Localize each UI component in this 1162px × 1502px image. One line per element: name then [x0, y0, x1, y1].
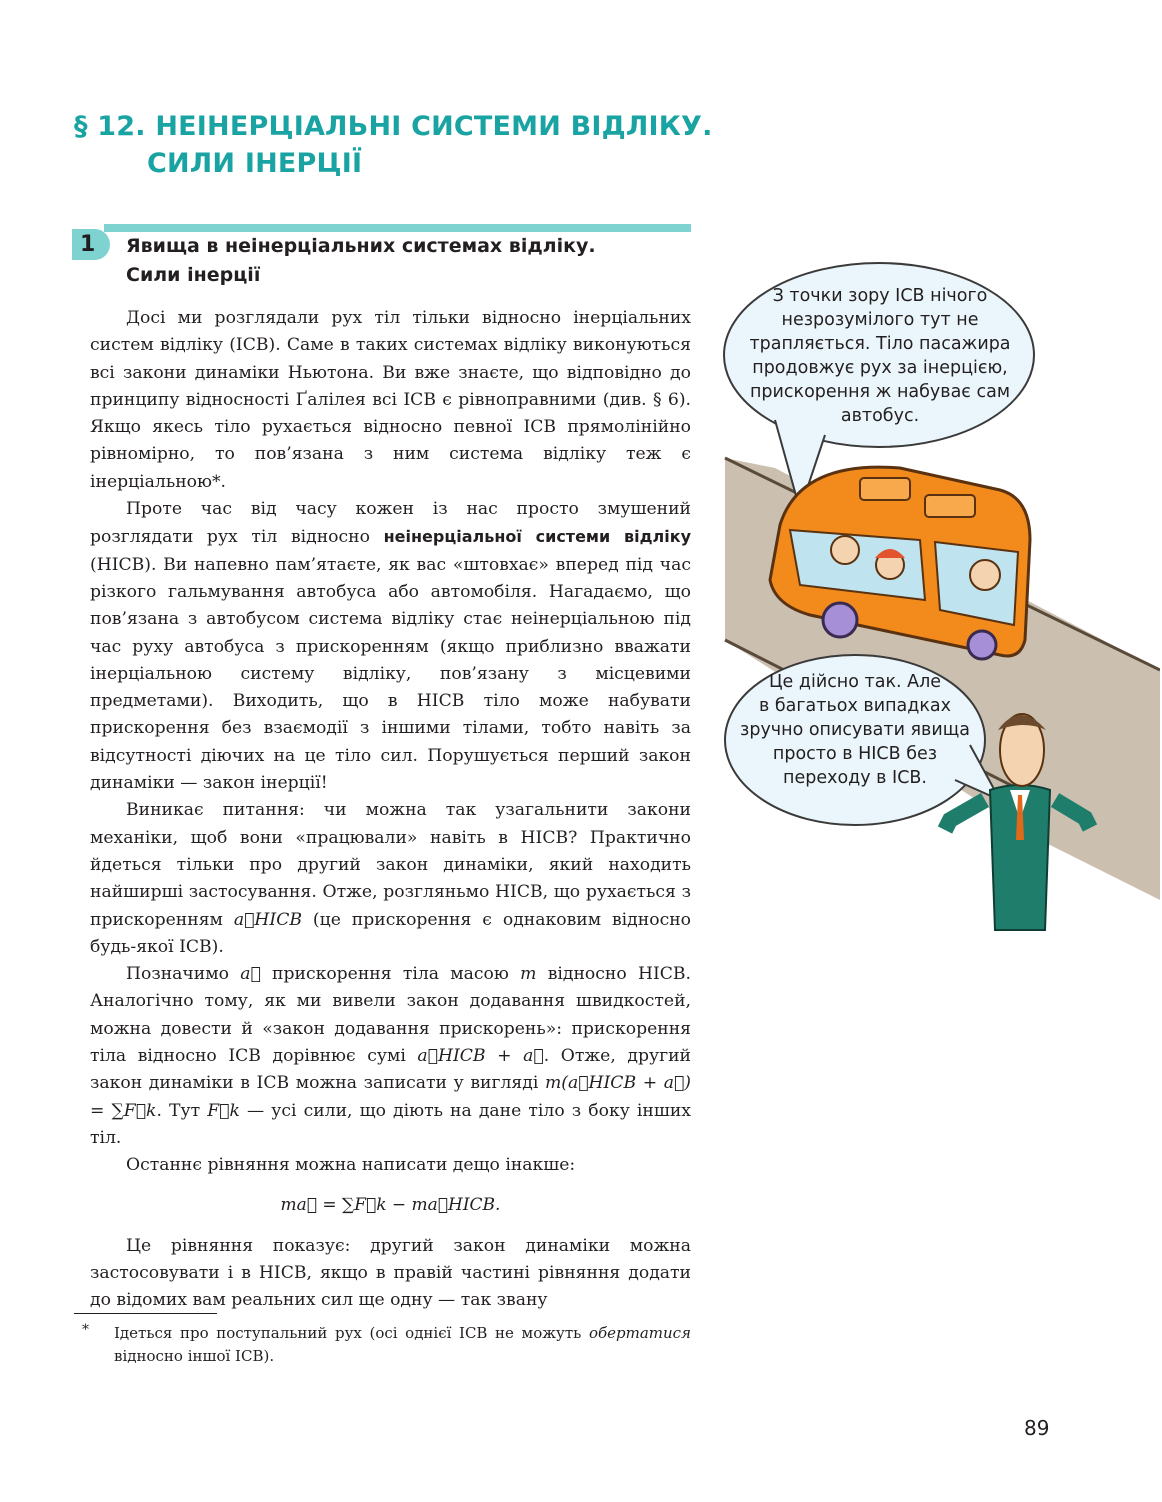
paragraph-3	[90, 797, 691, 961]
footnote-rule	[74, 1313, 217, 1314]
equation-inertia: ma⃗ = ∑F⃗k − ma⃗НІСВ.	[280, 1194, 501, 1215]
passenger-boy	[831, 536, 859, 564]
bubble-bottom-line: Це дійсно так. Але	[768, 672, 942, 692]
bus-wheel-front	[823, 603, 857, 637]
formula-a-nisv: a⃗НІСВ	[233, 909, 302, 930]
page-number: 89	[1024, 1416, 1050, 1440]
footnote-text-italic: обертатися	[588, 1324, 691, 1342]
paragraph-3-text-end: (це прискорення є однаковим відносно будь-якої ІСВ).	[90, 909, 691, 957]
formula-a: a⃗	[240, 964, 261, 985]
paragraph-3-text: Виникає питання: чи можна так узагальнити закони механіки, щоб вони «працювали» навіть в НІСВ? Практично йдеться тільки про другий закон динаміки, який находить найширші застосування. Отже, розгляньмо НІСВ, що рухається з прискоренням	[90, 800, 691, 930]
bubble-top-line: прискорення ж набуває сам	[749, 382, 1011, 402]
bubble-top-line: незрозумілого тут не	[781, 310, 979, 330]
paragraph-2-text: Проте час від часу кожен із нас просто змушений розглядати рух тіл відносно	[90, 499, 691, 548]
bubble-bottom-line: переходу в ІСВ.	[783, 768, 927, 788]
section-title-line1: Явища в неінерціальних системах відліку.	[126, 235, 596, 257]
section-header-bar	[104, 224, 691, 232]
section-title	[126, 232, 686, 290]
bubble-bottom-line: просто в НІСВ без	[772, 744, 938, 764]
bubble-top-text	[738, 284, 1022, 428]
footnote-text-start: Ідеться про поступальний рух (осі однієї ІСВ не можуть	[114, 1324, 589, 1342]
bus-driver	[970, 560, 1000, 590]
paragraph-4-text-d: . Отже, другий закон динаміки в ІСВ можна записати у вигляді	[90, 1046, 691, 1094]
bubble-top-line: трапляється. Тіло пасажира	[749, 334, 1011, 354]
footnote-text	[114, 1322, 691, 1368]
formula-sum: a⃗НІСВ + a⃗	[417, 1046, 544, 1067]
section-title-line2: Сили інерції	[126, 264, 261, 286]
section-number-badge: 1	[72, 229, 110, 260]
bubble-bottom-text	[730, 670, 980, 790]
paragraph-4	[90, 961, 691, 1152]
bubble-top-line: автобус.	[840, 406, 920, 426]
paragraph-4-text-c: відносно НІСВ. Аналогічно тому, як ми вивели закон додавання швидкостей, можна довести й «закон додавання прискорень»: прискорення тіла відносно ІСВ дорівнює сумі	[90, 964, 691, 1067]
paragraph-2	[90, 496, 691, 797]
paragraph-2-text-end: (НІСВ). Ви напевно пам’ятаєте, як вас «штовхає» вперед під час різкого гальмування автобуса або автомобіля. Нагадаємо, що пов’язана з автобусом система відліку стає неінерціальною під час руху автобуса з прискоренням (якщо приблизно вважати інерціальною систему відліку, пов’язану з місцевими предметами). Виходить, що в НІСВ тіло може набувати прискорення без взаємодії з іншими тілами, тобто навіть за відсутності діючих на це тіло сил. Порушується перший закон динаміки — закон інерції!	[90, 554, 691, 794]
paragraph-4-text-a: Позначимо	[126, 964, 241, 985]
footnote-marker: *	[82, 1322, 89, 1338]
formula-fk: F⃗k	[207, 1100, 240, 1121]
body-text	[90, 305, 691, 1315]
paragraph-1: Досі ми розглядали рух тіл тільки відносно інерціальних систем відліку (ІСВ). Саме в таких системах відліку виконуються всі закони динаміки Ньютона. Ви вже знаєте, що відповідно до принципу відносності Ґалілея всі ІСВ є рівноправними (див. § 6). Якщо якесь тіло рухається відносно певної ІСВ прямолінійно рівномірно, то пов’язана з ним система відліку теж є інерціальною*.	[90, 308, 691, 492]
bus-wheel-rear	[968, 631, 996, 659]
formula-m: m	[520, 964, 537, 985]
chapter-title-line2: СИЛИ ІНЕРЦІЇ	[147, 148, 363, 179]
formula-second-law: m(a⃗НІСВ + a⃗) = ∑F⃗k	[90, 1073, 692, 1121]
bubble-top-line: З точки зору ІСВ нічого	[772, 286, 988, 306]
paragraph-5: Останнє рівняння можна написати дещо інакше:	[126, 1155, 576, 1176]
bubble-bottom-line: зручно описувати явища	[740, 720, 970, 740]
paragraph-6: Це рівняння показує: другий закон динаміки можна застосовувати і в НІСВ, якщо в правій частині рівняння додати до відомих вам реальних сил ще одну — так звану	[90, 1235, 691, 1311]
chapter-title-line1: § 12. НЕІНЕРЦІАЛЬНІ СИСТЕМИ ВІДЛІКУ.	[74, 111, 713, 142]
bubble-top-line: продовжує рух за інерцією,	[752, 358, 1008, 378]
paragraph-4-text-f: — усі сили, що діють на дане тіло з боку інших тіл.	[90, 1100, 691, 1148]
chapter-title	[74, 108, 714, 182]
footnote-text-end: відносно іншої ІСВ).	[114, 1347, 275, 1365]
term-nisv: неінерціальної системи відліку	[383, 527, 691, 547]
bubble-bottom-line: в багатьох випадках	[758, 696, 952, 716]
paragraph-4-text-b: прискорення тіла масою	[260, 964, 521, 985]
paragraph-4-text-e: . Тут	[156, 1100, 208, 1121]
